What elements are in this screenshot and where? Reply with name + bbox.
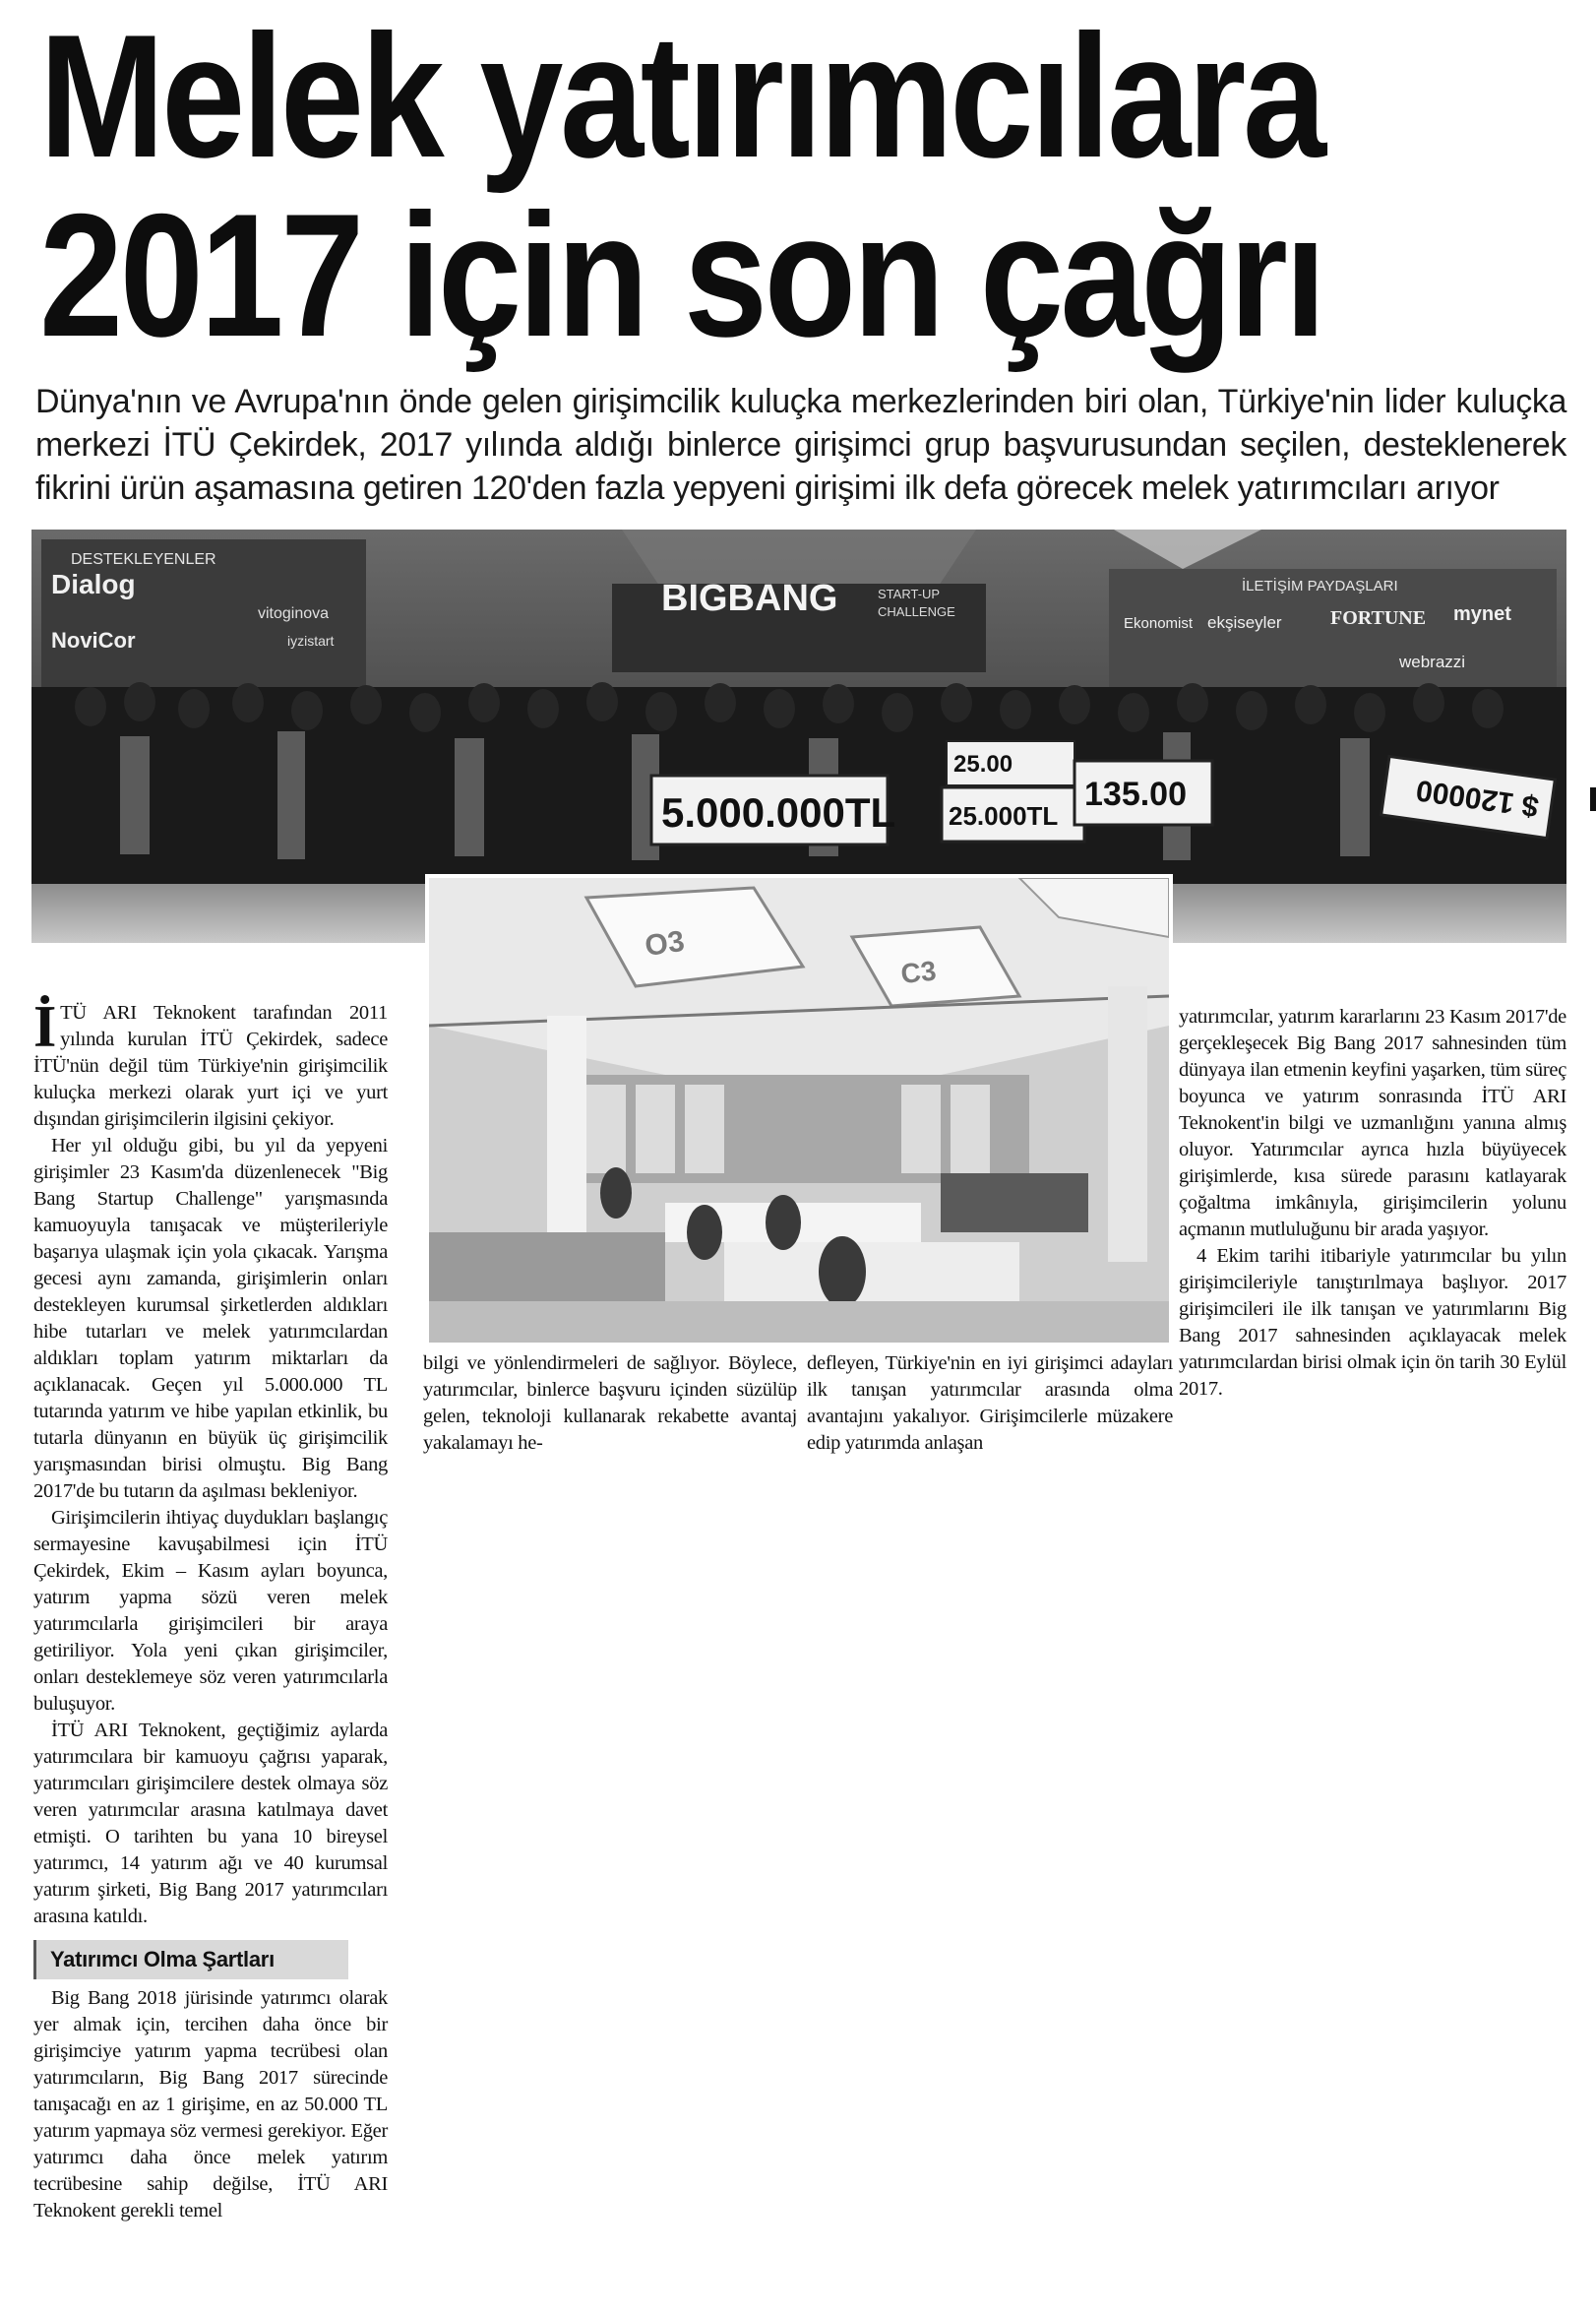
paragraph-call: İTÜ ARI Teknokent, geçtiğimiz aylarda yatırımcılara bir kamuoyu çağrısı yaparak, yatırımcıları girişimcilere destek olmaya söz veren yatırımcılar arasına katılmaya davet etmişti. O tarihten bu yana 10 bireysel yatırımcı, 14 yatırım ağı ve 40 kurumsal yatırım şirketi, Big Bang 2017 yatırımcıları arasına katıldı.: [33, 1720, 388, 1927]
sponsor-dialog-logo: Dialog: [51, 569, 136, 599]
paragraph-col4-1: yatırımcılar, yatırım kararlarını 23 Kasım 2017'de gerçekleşecek Big Bang 2017 sahnesinden tüm dünyaya ilan etmenin keyfini yaşarken, tüm süreç boyunca ve yatırım sonrasında İTÜ ARI Teknokent'in bilgi ve uzmanlığını yanına almış oluyor. Yatırımcılar ayrıca hızla büyüyecek girişimlerde, kısa sürede parasını katlayarak çoğaltma imkânıyla, girişimcilerin yolunu açmanın mutluluğunu bir arada yaşıyor.: [1179, 1006, 1566, 1240]
media-ekonomist-logo: Ekonomist: [1124, 615, 1194, 632]
banner-communication-partners: İLETİŞİM PAYDAŞLARI: [1242, 578, 1398, 594]
paragraph-intro-text: TÜ ARI Teknokent tarafından 2011 yılında kurulan İTÜ Çekirdek, sadece İTÜ'nün değil tüm Türkiye'nin girişimcilik kuluçka merkezi olarak yurt içi ve yurt dışından girişimcilerin ilgisini çekiyor.: [33, 1002, 388, 1130]
paragraph-requirements: Big Bang 2018 jürisinde yatırımcı olarak yer almak için, tercihen daha önce bir girişimciye yatırım yapma tecrübesi olan yatırımcıların, Big Bang 2017 sürecinde tanışacağı en az 1 girişime, en az 50.000 TL yatırım yapmaya söz vermesi gerekiyor. Eğer yatırımcı daha önce melek yatırım tecrübesine sahip değilse, İTÜ ARI Teknokent gerekli temel: [33, 1987, 388, 2221]
article-column-3: [807, 1350, 1173, 1457]
paragraph-col4-2: 4 Ekim tarihi itibariyle yatırımcılar bu yılın girişimcileriyle tanıştırılmaya başlıyor. 2017 girişimcileri ile ilk tanışan ve yatırımlarını Big Bang 2017 sahnesinden açıklayacak melek yatırımcılardan birisi olmak için ön tarih 30 Eylül 2017.: [1179, 1245, 1566, 1400]
media-eksiseyler-logo: ekşiseyler: [1207, 613, 1282, 632]
cheque-amount-4: 25.00: [953, 751, 1013, 778]
banner-supporters: DESTEKLEYENLER: [71, 551, 216, 568]
lead-paragraph: Dünya'nın ve Avrupa'nın önde gelen girişimcilik kuluçka merkezlerinden biri olan, Türkiye'nin lider kuluçka merkezi İTÜ Çekirdek, 2017 yılında aldığı binlerce girişimci grup başvurusundan seçilen, desteklenerek fikrini ürün aşamasına getiren 120'den fazla yepyeni girişimi ilk defa görecek melek yatırımcıları arıyor: [35, 383, 1566, 507]
sponsor-novicor-logo: NoviCor: [51, 628, 136, 653]
cheque-main-amount: 5.000.000TL: [661, 789, 896, 836]
paragraph-intro: [33, 994, 388, 1133]
media-fortune-logo: FORTUNE: [1330, 607, 1427, 629]
headline: [39, 0, 1360, 373]
drop-cap: İ: [33, 994, 57, 1059]
office-photo-art: [429, 878, 1169, 1343]
ceiling-marking-1: O3: [643, 924, 687, 964]
sponsor-vitoginova-logo: vitoginova: [258, 605, 330, 622]
paragraph-investment: Girişimcilerin ihtiyaç duydukları başlangıç sermayesine kavuşabilmesi için İTÜ Çekirdek, Ekim – Kasım ayları boyunca, yatırım yapma sözü veren melek yatırımcılarla girişimcileri bir araya getiriliyor. Yola yeni çıkan girişimciler, onları desteklemeye söz veren yatırımcılarla buluşuyor.: [33, 1507, 388, 1715]
section-subheading: Yatırımcı Olma Şartları: [33, 1940, 348, 1979]
headline-line-1: Melek yatırımcılara: [39, 0, 1323, 194]
cheque-amount-5: $ 120000: [1414, 773, 1541, 823]
startup-logo-text: START-UP: [878, 587, 941, 601]
headline-line-2: 2017 için son çağrı: [39, 177, 1323, 373]
office-interior-photo: [425, 874, 1173, 1346]
margin-mark: [1590, 787, 1596, 811]
cheque-amount-3: 135.00: [1084, 776, 1187, 813]
cheque-amount-2: 25.000TL: [949, 801, 1059, 831]
article-column-2: [423, 1350, 797, 1457]
paragraph-col2: bilgi ve yönlendirmeleri de sağlıyor. Böylece, yatırımcılar, binlerce başvuru içinden süzülüp gelen, teknoloji kullanarak rekabette avantaj yakalamayı he-: [423, 1352, 797, 1454]
bigbang-logo: BIGBANG: [661, 578, 838, 619]
paragraph-col3: defleyen, Türkiye'nin en iyi girişimci adayları ilk tanışan yatırımcılar arasında olma avantajını yakalıyor. Girişimcilerle müzakere edip yatırımda anlaşan: [807, 1352, 1173, 1454]
article-column-4: [1179, 1004, 1566, 1403]
media-webrazzi-logo: webrazzi: [1399, 653, 1466, 671]
sponsor-iyzistart-logo: iyzistart: [287, 633, 335, 649]
article-column-1: [33, 994, 388, 2224]
paragraph-big-bang: Her yıl olduğu gibi, bu yıl da yepyeni girişimler 23 Kasım'da düzenlenecek "Big Bang Startup Challenge" yarışmasında kamuoyuyla tanışacak ve müşterileriyle başarıya ulaşmak için yola çıkacak. Yarışma gecesi aynı zamanda, girişimlerin onları destekleyen kurumsal şirketlerden aldıkları hibe tutarları ve melek yatırımcılardan aldıkları toplam yatırım miktarları da açıklanacak. Geçen yıl 5.000.000 TL tutarında yatırım ve hibe yapılan etkinlik, bu tutarla dünyanın en büyük üç girişimcilik yarışmasından birisi olmuştu. Big Bang 2017'de bu tutarın da aşılması bekleniyor.: [33, 1135, 388, 1502]
media-mynet-logo: mynet: [1453, 603, 1511, 625]
ceiling-marking-2: C3: [899, 955, 938, 990]
challenge-logo-text: CHALLENGE: [878, 604, 955, 619]
